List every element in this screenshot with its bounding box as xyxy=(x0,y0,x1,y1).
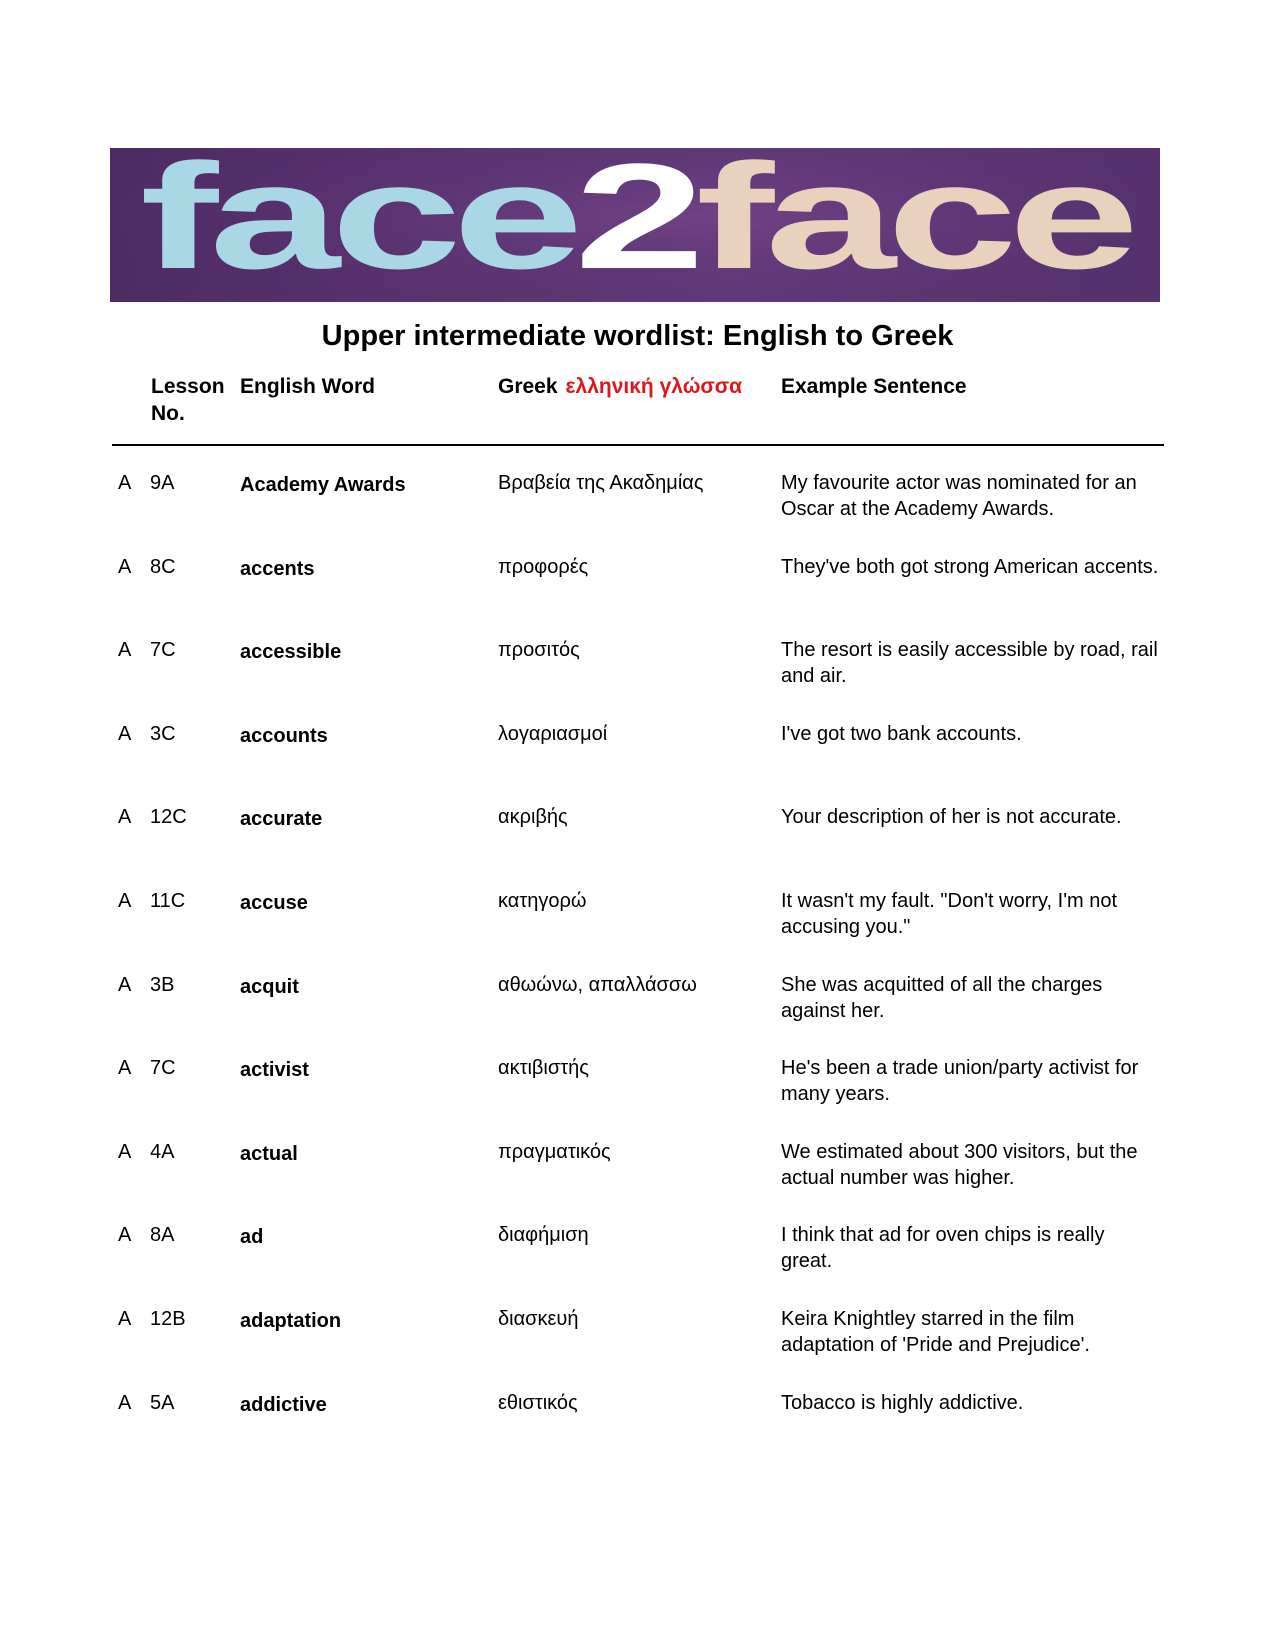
table-row xyxy=(0,1390,1275,1474)
row-greek-word: λογαριασμοί xyxy=(498,722,608,745)
row-english-word: Academy Awards xyxy=(240,474,406,496)
row-english-word: accents xyxy=(240,557,315,580)
table-row xyxy=(0,637,1275,721)
face2face-logo xyxy=(110,148,1160,302)
row-greek-word: διαφήμιση xyxy=(498,1224,589,1247)
row-greek-word: ακριβής xyxy=(498,806,568,829)
row-lesson: 3B xyxy=(150,973,175,996)
logo-face-right: face xyxy=(695,148,973,300)
row-letter: A xyxy=(118,1391,132,1414)
row-letter: A xyxy=(118,1140,132,1163)
header-greek xyxy=(498,373,742,400)
header-greek-native: ελληνική γλώσσα xyxy=(565,375,743,398)
row-example-sentence: We estimated about 300 visitors, but the actual number was higher. xyxy=(781,1140,1138,1189)
row-example-sentence: The resort is easily accessible by road, rail and air. xyxy=(781,639,1158,688)
row-english-word: adaptation xyxy=(240,1309,342,1332)
header-divider xyxy=(112,444,1164,446)
row-lesson: 8A xyxy=(150,1224,175,1247)
row-greek-word: προσιτός xyxy=(498,639,580,662)
row-english-word: acquit xyxy=(240,975,299,998)
wordlist-table xyxy=(0,470,1275,1473)
row-greek-word: κατηγορώ xyxy=(498,889,587,912)
logo-face-left: face xyxy=(140,148,417,300)
row-example-sentence: It wasn't my fault. "Don't worry, I'm not accusing you." xyxy=(781,889,1118,938)
row-lesson: 12B xyxy=(150,1307,186,1330)
row-english-word: addictive xyxy=(240,1393,327,1416)
row-example-sentence: He's been a trade union/party activist for many years. xyxy=(781,1057,1139,1106)
row-letter: A xyxy=(118,889,132,912)
row-example-sentence: I think that ad for oven chips is really great. xyxy=(781,1224,1105,1273)
row-lesson: 7C xyxy=(150,1057,176,1080)
table-row xyxy=(0,470,1275,554)
row-lesson: 7C xyxy=(150,639,176,662)
face2face-logo-banner xyxy=(110,148,1160,302)
row-greek-word: Βραβεία της Ακαδημίας xyxy=(498,472,704,494)
row-lesson: 5A xyxy=(150,1391,175,1414)
row-letter: A xyxy=(118,806,132,829)
row-greek-word: προφορές xyxy=(498,555,589,578)
row-letter: A xyxy=(118,1307,132,1330)
row-letter: A xyxy=(118,973,132,996)
row-english-word: actual xyxy=(240,1142,298,1165)
row-example-sentence: They've both got strong American accents. xyxy=(781,555,1159,578)
row-greek-word: πραγματικός xyxy=(498,1140,611,1163)
svg-text:face2face xyxy=(140,148,1132,300)
row-greek-word: εθιστικός xyxy=(498,1391,578,1414)
row-greek-word: αθωώνω, απαλλάσσω xyxy=(498,973,697,996)
table-row xyxy=(0,804,1275,888)
page-title: Upper intermediate wordlist: English to Greek xyxy=(321,320,954,352)
row-lesson: 4A xyxy=(150,1140,175,1163)
row-greek-word: διασκευή xyxy=(498,1307,579,1330)
row-example-sentence: Keira Knightley starred in the film adaptation of 'Pride and Prejudice'. xyxy=(781,1307,1090,1356)
row-lesson: 3C xyxy=(150,722,176,745)
row-lesson: 8C xyxy=(150,555,176,578)
logo-two: 2 xyxy=(574,148,652,300)
row-english-word: accounts xyxy=(240,724,328,747)
row-example-sentence: Your description of her is not accurate. xyxy=(781,806,1122,829)
header-lesson-no: Lesson No. xyxy=(151,375,225,425)
row-example-sentence: Tobacco is highly addictive. xyxy=(781,1391,1024,1414)
table-row xyxy=(0,1139,1275,1223)
table-row xyxy=(0,1306,1275,1390)
row-letter: A xyxy=(118,1224,132,1247)
table-row xyxy=(0,554,1275,638)
header-greek-label: Greek xyxy=(498,375,558,398)
row-lesson: 12C xyxy=(150,806,187,829)
table-row xyxy=(0,1222,1275,1306)
table-row xyxy=(0,1055,1275,1139)
row-letter: A xyxy=(118,639,132,662)
row-letter: A xyxy=(118,472,132,494)
row-example-sentence: My favourite actor was nominated for an Oscar at the Academy Awards. xyxy=(781,472,1137,520)
row-english-word: accuse xyxy=(240,891,308,914)
row-letter: A xyxy=(118,1057,132,1080)
row-lesson: 9A xyxy=(150,472,175,494)
row-example-sentence: She was acquitted of all the charges against her. xyxy=(781,973,1103,1022)
row-letter: A xyxy=(118,555,132,578)
header-example-sentence: Example Sentence xyxy=(781,375,967,398)
row-english-word: accessible xyxy=(240,641,342,664)
row-lesson: 11C xyxy=(150,889,186,912)
row-example-sentence: I've got two bank accounts. xyxy=(781,722,1022,745)
row-english-word: accurate xyxy=(240,808,323,831)
header-english-word: English Word xyxy=(240,375,375,398)
row-greek-word: ακτιβιστής xyxy=(498,1057,589,1080)
table-row xyxy=(0,972,1275,1056)
table-row xyxy=(0,721,1275,805)
table-row xyxy=(0,888,1275,972)
row-english-word: ad xyxy=(240,1226,264,1249)
row-letter: A xyxy=(118,722,132,745)
row-english-word: activist xyxy=(240,1059,309,1082)
